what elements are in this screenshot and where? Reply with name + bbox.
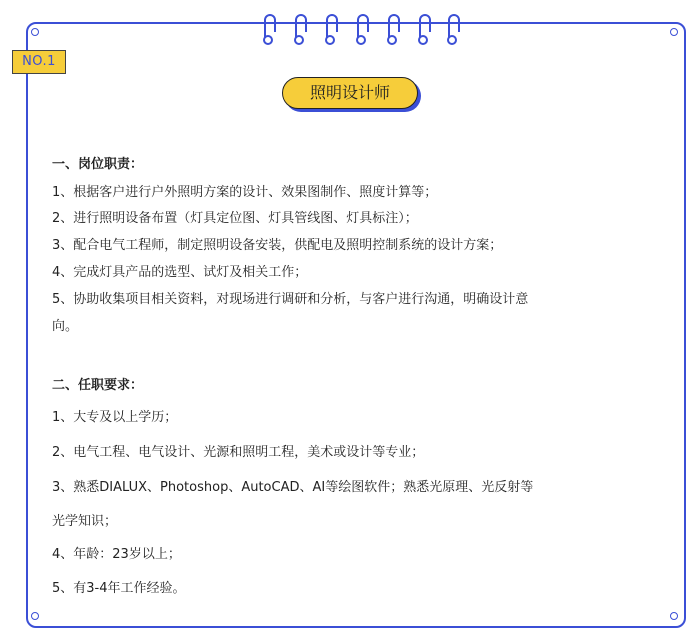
section-heading-duties: 一、岗位职责： [52,157,144,172]
corner-dot-icon [31,28,39,36]
corner-dot-icon [670,28,678,36]
list-item: 4、年龄：23岁以上； [52,547,181,562]
list-item: 4、完成灯具产品的选型、试灯及相关工作； [52,265,308,280]
spiral-binding-icon [255,10,465,50]
list-item: 向。 [52,319,79,334]
list-item: 2、进行照明设备布置（灯具定位图、灯具管线图、灯具标注）； [52,211,418,226]
corner-dot-icon [670,612,678,620]
list-item: 光学知识； [52,514,118,529]
job-card [26,22,686,628]
list-item: 1、根据客户进行户外照明方案的设计、效果图制作、照度计算等； [52,185,438,200]
section-heading-requirements: 二、任职要求： [52,378,144,393]
number-badge: NO.1 [12,50,66,74]
list-item: 5、有3-4年工作经验。 [52,581,186,596]
list-item: 2、电气工程、电气设计、光源和照明工程，美术或设计等专业； [52,445,425,460]
list-item: 3、配合电气工程师，制定照明设备安装，供配电及照明控制系统的设计方案； [52,238,503,253]
list-item: 3、熟悉DIALUX、Photoshop、AutoCAD、AI等绘图软件；熟悉光原理、光反射等 [52,480,534,495]
corner-dot-icon [31,612,39,620]
list-item: 5、协助收集项目相关资料，对现场进行调研和分析，与客户进行沟通，明确设计意 [52,292,529,307]
list-item: 1、大专及以上学历； [52,410,178,425]
page-title: 照明设计师 [282,77,418,109]
